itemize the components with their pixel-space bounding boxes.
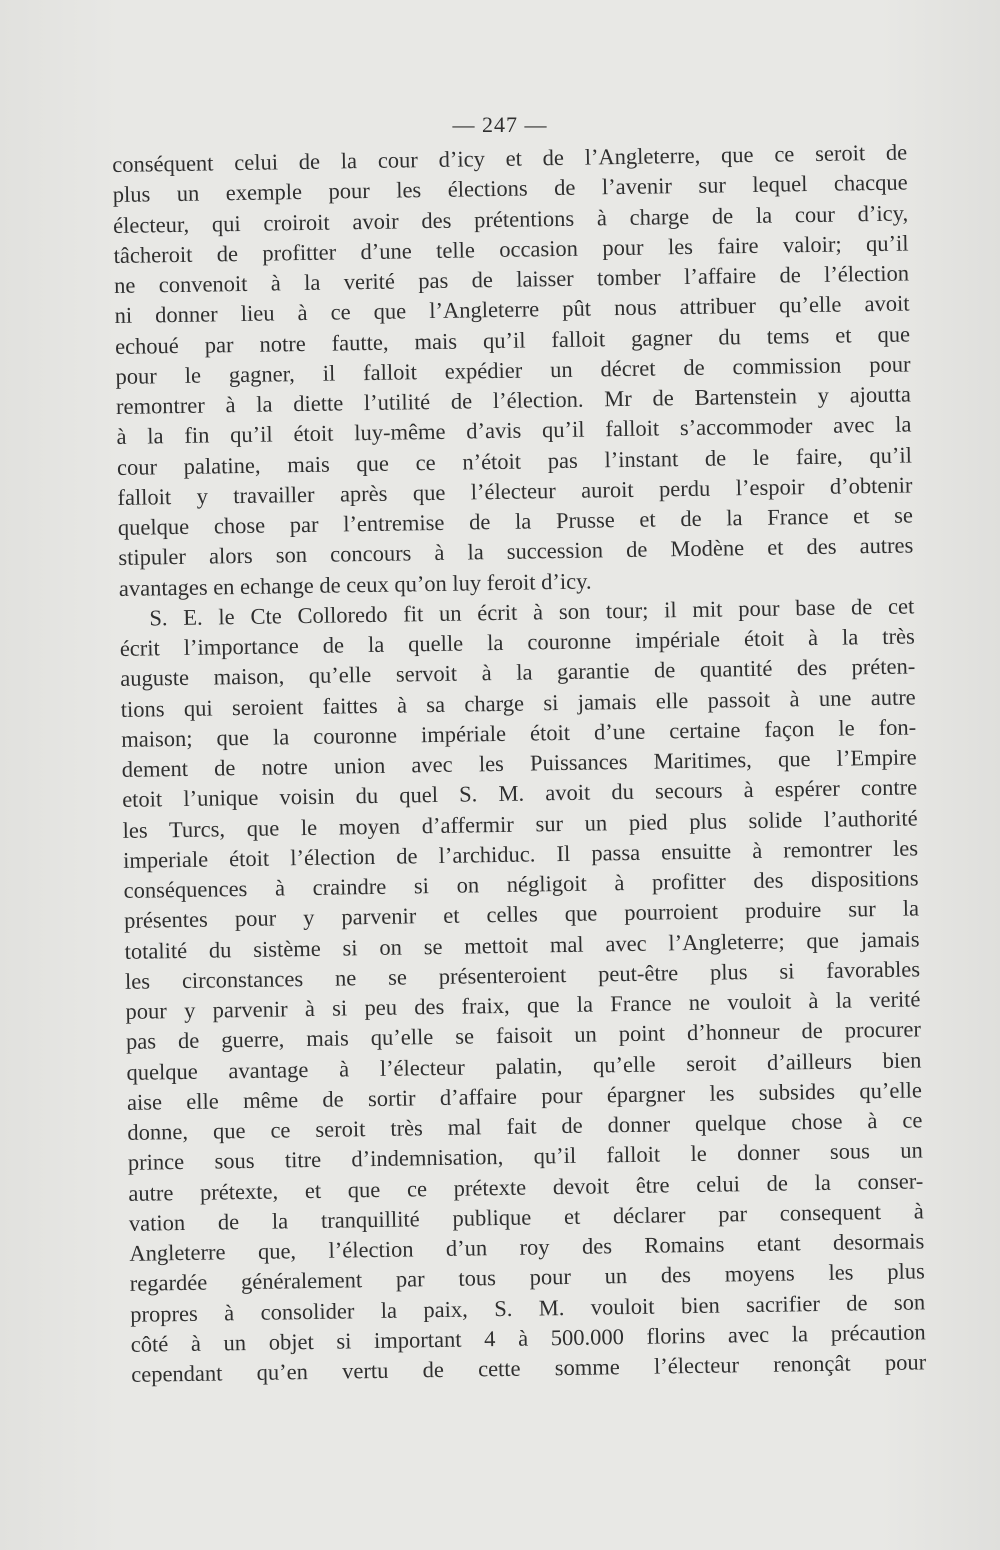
text-line: vation de la tranquillité publique et déclarer par consequent à — [128, 1198, 924, 1236]
text-line: pas de guerre, mais qu’elle se faisoit un point d’honneur de procurer — [125, 1016, 922, 1055]
text-line: présentes pour y parvenir et celles que pourroient produire sur la — [123, 895, 920, 934]
text-line: autre prétexte, et que ce prétexte devoit être celui de la conser- — [128, 1167, 924, 1206]
page-number: — 247 — — [452, 112, 548, 137]
text-line: conséquences à craindre si on négligoit à profitter des dispositions — [123, 865, 919, 903]
text-line: conséquent celui de la cour d’icy et de l’Angleterre, que ce seroit de — [112, 139, 908, 177]
text-line: pour y parvenir à si peu des fraix, que la France ne vouloit à la verité — [125, 986, 921, 1024]
text-line: imperiale étoit l’élection de l’archiduc. Il passa ensuitte à remontrer les — [122, 835, 919, 873]
text-line: électeur, qui croiroit avoir des prétentions à charge de la cour d’icy, — [112, 200, 909, 238]
text-line: quelque chose par l’entremise de la Prusse et de la France et se — [117, 502, 914, 540]
text-line: côté à un objet si important 4 à 500.000 florins avec la précaution — [130, 1319, 926, 1357]
text-line: prince sous titre d’indemnisation, qu’il falloit le donner sous un — [127, 1137, 924, 1176]
text-line: les circonstances ne se présenteroient peut-être plus si favorables — [124, 956, 921, 994]
text-line: auguste maison, qu’elle servoit à la garantie de quantité des préten- — [120, 653, 916, 692]
text-line: Angleterre que, l’élection d’un roy des Romains etant desormais — [129, 1228, 925, 1266]
text-line: aise elle même de sortir d’affaire pour épargner les subsides qu’elle — [126, 1077, 923, 1115]
text-line: pour le gagner, il falloit expédier un décret de commission pour — [115, 351, 911, 389]
text-line: cependant qu’en vertu de cette somme l’électeur renonçât pour — [131, 1349, 927, 1387]
text-line: ni donner lieu à ce que l’Angleterre pût nous attribuer qu’elle avoit — [114, 290, 910, 329]
text-line: ne convenoit à la verité pas de laisser tomber l’affaire de l’élection — [113, 260, 910, 298]
text-line: remontrer à la diette l’utilité de l’élection. Mr de Bartenstein y ajoutta — [115, 381, 912, 419]
text-line: à la fin qu’il étoit luy-même d’avis qu’il falloit s’accommoder avec la — [116, 411, 912, 450]
text-line: avantages en echange de ceux qu’on luy feroit d’icy. — [118, 568, 592, 601]
text-line: tâcheroit de profitter d’une telle occasion pour les faire valoir; qu’il — [113, 230, 909, 268]
text-line: donne, que ce seroit très mal fait de donner quelque chose à ce — [127, 1107, 923, 1145]
text-line: regardée généralement par tous pour un des moyens les plus — [129, 1258, 925, 1297]
text-line: cour palatine, mais que ce n’étoit pas l’instant de le faire, qu’il — [116, 441, 913, 480]
text-line: falloit y travailler après que l’électeur auroit perdu l’espoir d’obtenir — [117, 472, 913, 510]
text-line: propres à consolider la paix, S. M. vouloit bien sacrifier de son — [130, 1288, 926, 1327]
text-line: echoué par notre fautte, mais qu’il falloit gagner du tems et que — [114, 320, 911, 359]
text-line: stipuler alors son concours à la succession de Modène et des autres — [118, 532, 914, 571]
text-line: totalité du sistème si on se mettoit mal avec l’Angleterre; que jamais — [124, 925, 920, 964]
text-line: quelque avantage à l’électeur palatin, qu’elle seroit d’ailleurs bien — [126, 1046, 922, 1085]
text-line: maison; que la couronne impériale étoit d’une certaine façon le fon- — [121, 714, 917, 752]
text-line: plus un exemple pour les élections de l’avenir sur lequel chacque — [112, 169, 908, 208]
text-line: dement de notre union avec les Puissances Maritimes, que l’Empire — [121, 744, 917, 782]
text-line: etoit l’unique voisin du quel S. M. avoit du secours à espérer contre — [122, 774, 918, 813]
text-line: écrit l’importance de la quelle la couronne impériale étoit à la très — [119, 623, 915, 661]
text-line: tions qui seroient faittes à sa charge si jamais elle passoit à une autre — [120, 683, 916, 722]
text-line: S. E. le Cte Colloredo fit un écrit à son tour; il mit pour base de cet — [149, 593, 915, 631]
body-text — [112, 138, 926, 1391]
text-line: les Turcs, que le moyen d’affermir sur un pied plus solide l’authorité — [122, 804, 918, 843]
